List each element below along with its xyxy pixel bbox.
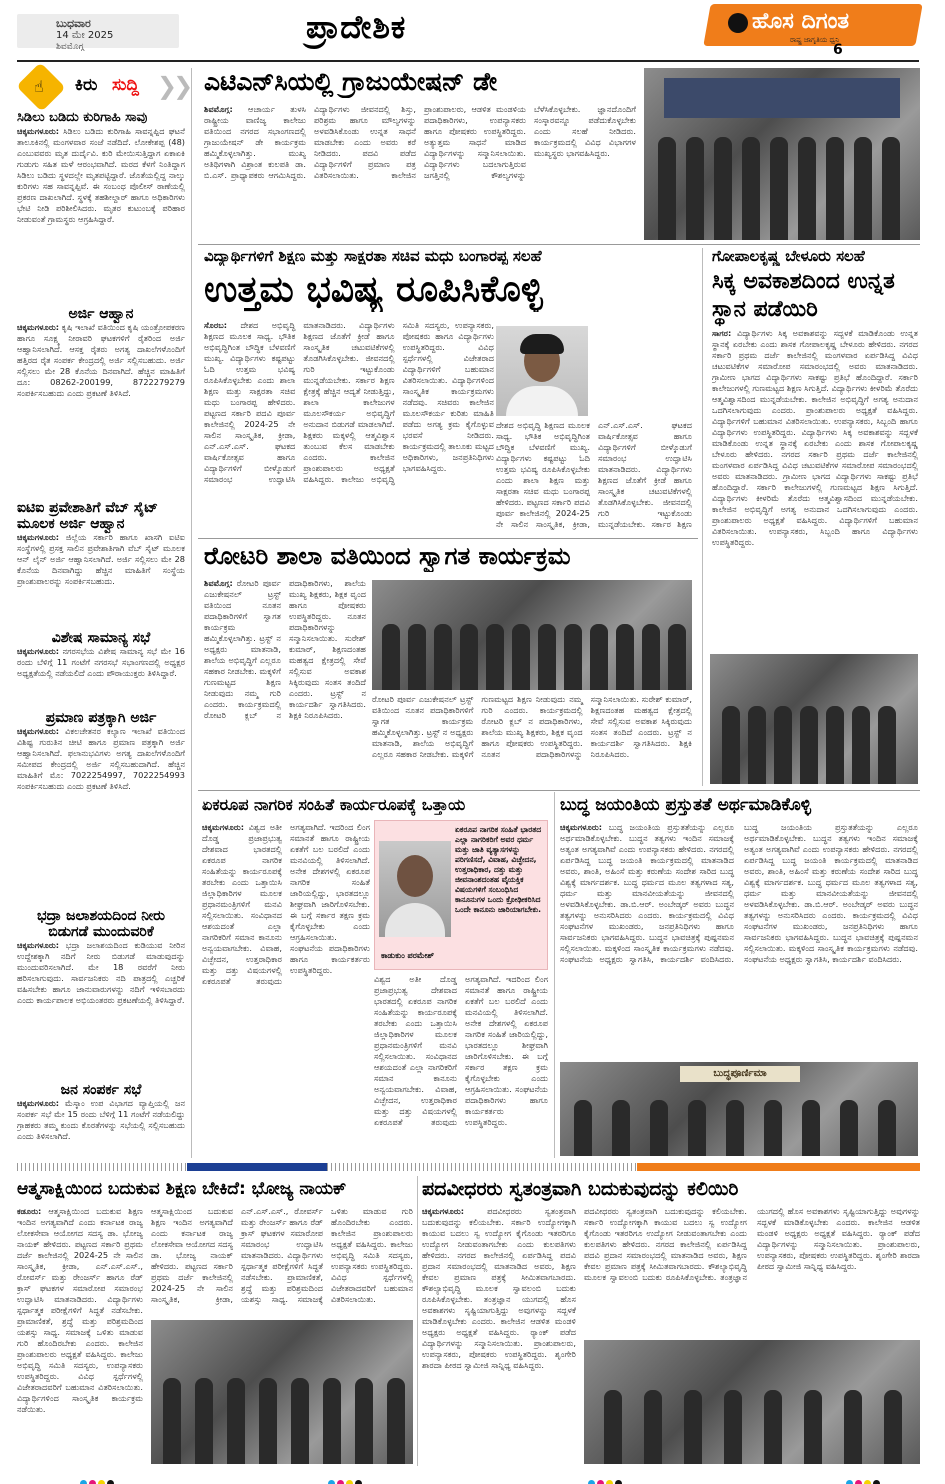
story-text: ಬುದ್ಧ ಜಯಂತಿಯ ಪ್ರಸ್ತುತತೆಯನ್ನು ಎಲ್ಲರೂ ಅರ್ಥಮಾಡಿಕೊಳ್ಳಬೇಕು. ಬುದ್ಧನ ತತ್ವಗಳು ಇಂದಿನ ಸಮಾಜಕ್ಕೆ ಅತ್ಯಂತ ಅಗತ್ಯವಾಗಿವೆ ಎಂದು ಉಪನ್ಯಾಸಕರು ಹೇಳಿದರು. ನಗರದಲ್ಲಿ ಏರ್ಪಡಿಸಿದ್ದ ಬುದ್ಧ ಜಯಂತಿ ಕಾರ್ಯಕ್ರಮದಲ್ಲಿ ಮಾತನಾಡಿದ ಅವರು, ಶಾಂತಿ, ಅಹಿಂಸೆ ಮತ್ತು ಕರುಣೆಯ ಸಂದೇಶ ಸಾರಿದ ಬುದ್ಧ ವಿಶ್ವಕ್ಕೆ ಮಾರ್ಗದರ್ಶಕ. ಬುದ್ಧ ಧರ್ಮದ ಮೂಲ ತತ್ವಗಳಾದ ಸತ್ಯ, ಧರ್ಮ ಮತ್ತು ಮಾನವೀಯತೆಯನ್ನು ಜೀವನದಲ್ಲಿ ಅಳವಡಿಸಿಕೊಳ್ಳಬೇಕು. ಡಾ.ಬಿ.ಆರ್. ಅಂಬೇಡ್ಕರ್ ಅವರು ಬುದ್ಧನ ತತ್ವಗಳನ್ನು ಅನುಸರಿಸಿದರು ಎಂದರು. ಕಾರ್ಯಕ್ರಮದಲ್ಲಿ ವಿವಿಧ ಸಂಘಟನೆಗಳ ಮುಖಂಡರು, ಜನಪ್ರತಿನಿಧಿಗಳು ಹಾಗೂ ಸಾರ್ವಜನಿಕರು ಭಾಗವಹಿಸಿದ್ದರು. ಬುದ್ಧನ ಭಾವಚಿತ್ರಕ್ಕೆ ಪುಷ್ಪನಮನ ಸಲ್ಲಿಸಲಾಯಿತು. ಮಕ್ಕಳಿಂದ ಸಾಂಸ್ಕೃತಿಕ ಕಾರ್ಯಕ್ರಮಗಳು ನಡೆದವು. ಸಂಘಟನೆಯ ಅಧ್ಯಕ್ಷರು ಸ್ವಾಗತಿಸಿ, ಕಾರ್ಯದರ್ಶಿ ವಂದಿಸಿದರು. xyxy=(560,822,734,964)
brief-place: ಚಿಕ್ಕಮಗಳೂರು: xyxy=(17,1098,60,1108)
sidebar xyxy=(17,68,190,1158)
reg-marks-1 xyxy=(80,1472,116,1484)
brand-name: ಹೊಸ ದಿಗಂತ xyxy=(752,9,850,34)
brief-text: ನಗರಸಭೆಯ ವಿಶೇಷ ಸಾಮಾನ್ಯ ಸಭೆ ಮೇ 16 ರಂದು ಬೆಳಿಗ್ಗೆ 11 ಗಂಟೆಗೆ ನಗರಸಭೆ ಸಭಾಂಗಣದಲ್ಲಿ ಅಧ್ಯಕ್ಷರ ಅಧ್ಯಕ್ಷತೆಯಲ್ಲಿ ನಡೆಯಲಿದೆ ಎಂದು ಪೌರಾಯುಕ್ತರು ತಿಳಿಸಿದ್ದಾರೆ. xyxy=(17,646,185,678)
story-text: ರೋಟರಿ ಪೂರ್ವ ಎಜುಕೇಷನಲ್ ಟ್ರಸ್ಟ್ ವತಿಯಿಂದ ನೂತನ ಪದಾಧಿಕಾರಿಗಳಿಗೆ ಸ್ವಾಗತ ಕಾರ್ಯಕ್ರಮ ಹಮ್ಮಿಕೊಳ್ಳಲಾಗಿತ್ತು. ಟ್ರಸ್ಟ್ ನ ಅಧ್ಯಕ್ಷರು ಮಾತನಾಡಿ, ಶಾಲೆಯ ಅಭಿವೃದ್ಧಿಗೆ ಎಲ್ಲರೂ ಸಹಕಾರ ನೀಡಬೇಕು. ಮಕ್ಕಳಿಗೆ ಗುಣಮಟ್ಟದ ಶಿಕ್ಷಣ ನೀಡುವುದು ನಮ್ಮ ಗುರಿ ಎಂದರು. ಕಾರ್ಯಕ್ರಮದಲ್ಲಿ ರೋಟರಿ ಕ್ಲಬ್ ನ ಪದಾಧಿಕಾರಿಗಳು, ಶಾಲೆಯ ಮುಖ್ಯ ಶಿಕ್ಷಕರು, ಶಿಕ್ಷಕ ವೃಂದ ಹಾಗೂ ಪೋಷಕರು ಉಪಸ್ಥಿತರಿದ್ದರು. ನೂತನ ಪದಾಧಿಕಾರಿಗಳನ್ನು ಸನ್ಮಾನಿಸಲಾಯಿತು. ಸುರೇಶ್ ಕುಮಾರ್, ಶಿಕ್ಷಣದಂತಹ ಮಹತ್ವದ ಕ್ಷೇತ್ರದಲ್ಲಿ ಸೇವೆ ಸಲ್ಲಿಸುವ ಅವಕಾಶ ಸಿಕ್ಕಿರುವುದು ಸಂತಸ ತಂದಿದೆ ಎಂದರು. ಟ್ರಸ್ಟ್ ನ ಕಾರ್ಯದರ್ಶಿ ಸ್ವಾಗತಿಸಿದರು. ಶಿಕ್ಷಕಿ ನಿರೂಪಿಸಿದರು. xyxy=(204,578,366,720)
story-minister xyxy=(198,246,698,536)
sidebar-logo xyxy=(17,68,190,106)
date-label: 14 ಮೇ 2025 xyxy=(56,30,114,41)
story-body xyxy=(712,328,918,646)
brief-place: ಚಿಕ್ಕಮಗಳೂರು: xyxy=(17,646,60,656)
headline: ಸಿಕ್ಕ ಅವಕಾಶದಿಂದ ಉನ್ನತ ಸ್ಥಾನ ಪಡೆಯಿರಿ xyxy=(712,269,895,322)
band-blue xyxy=(187,1163,327,1171)
brief-place: ಚಿಕ್ಕಮಗಳೂರು: xyxy=(17,532,60,542)
story-text-cont: ರೋಟರಿ ಪೂರ್ವ ಎಜುಕೇಷನಲ್ ಟ್ರಸ್ಟ್ ವತಿಯಿಂದ ನೂತನ ಪದಾಧಿಕಾರಿಗಳಿಗೆ ಸ್ವಾಗತ ಕಾರ್ಯಕ್ರಮ ಹಮ್ಮಿಕೊಳ್ಳಲಾಗಿತ್ತು. ಟ್ರಸ್ಟ್ ನ ಅಧ್ಯಕ್ಷರು ಮಾತನಾಡಿ, ಶಾಲೆಯ ಅಭಿವೃದ್ಧಿಗೆ ಎಲ್ಲರೂ ಸಹಕಾರ ನೀಡಬೇಕು. ಮಕ್ಕಳಿಗೆ ಗುಣಮಟ್ಟದ ಶಿಕ್ಷಣ ನೀಡುವುದು ನಮ್ಮ ಗುರಿ ಎಂದರು. ಕಾರ್ಯಕ್ರಮದಲ್ಲಿ ರೋಟರಿ ಕ್ಲಬ್ ನ ಪದಾಧಿಕಾರಿಗಳು, ಶಾಲೆಯ ಮುಖ್ಯ ಶಿಕ್ಷಕರು, ಶಿಕ್ಷಕ ವೃಂದ ಹಾಗೂ ಪೋಷಕರು ಉಪಸ್ಥಿತರಿದ್ದರು. ನೂತನ ಪದಾಧಿಕಾರಿಗಳನ್ನು ಸನ್ಮಾನಿಸಲಾಯಿತು. ಸುರೇಶ್ ಕುಮಾರ್, ಶಿಕ್ಷಣದಂತಹ ಮಹತ್ವದ ಕ್ಷೇತ್ರದಲ್ಲಿ ಸೇವೆ ಸಲ್ಲಿಸುವ ಅವಕಾಶ ಸಿಕ್ಕಿರುವುದು ಸಂತಸ ತಂದಿದೆ ಎಂದರು. ಟ್ರಸ್ಟ್ ನ ಕಾರ್ಯದರ್ಶಿ ಸ್ವಾಗತಿಸಿದರು. ಶಿಕ್ಷಕಿ ನಿರೂಪಿಸಿದರು. xyxy=(372,694,692,759)
headline: ಉತ್ತಮ ಭವಿಷ್ಯ ರೂಪಿಸಿಕೊಳ್ಳಿ xyxy=(204,269,543,310)
dateline: ಸಾಗರ: xyxy=(712,328,732,338)
rule-1 xyxy=(198,244,920,245)
story-graduation xyxy=(198,66,920,242)
story-bhojya xyxy=(17,1176,413,1466)
rule-3 xyxy=(198,790,920,791)
portrait-hair xyxy=(520,334,564,354)
quote-name: ಕಾಡುಕುಂ ಪರಮೇಶ್ xyxy=(381,951,435,960)
brief-text: ಮೆಸ್ಕಾಂ ಉಪ ವಿಭಾಗದ ವ್ಯಾಪ್ತಿಯಲ್ಲಿ ಜನ ಸಂಪರ್ಕ ಸಭೆ ಮೇ 15 ರಂದು ಬೆಳಿಗ್ಗೆ 11 ಗಂಟೆಗೆ ನಡೆಯಲಿದ್ದು ಗ್ರಾಹಕರು ತಮ್ಮ ಕುಂದು ಕೊರತೆಗಳನ್ನು ಸಭೆಯಲ್ಲಿ ಸಲ್ಲಿಸಬಹುದು ಎಂದು ತಿಳಿಸಲಾಗಿದೆ. xyxy=(17,1098,185,1141)
story-body-right xyxy=(372,694,692,786)
brief-title: ಸಿಡಿಲು ಬಡಿದು ಕುರಿಗಾಹಿ ಸಾವು xyxy=(17,110,148,125)
story-text: ಆತ್ಮಸಾಕ್ಷಿಯಿಂದ ಬದುಕುವ ಶಿಕ್ಷಣ ಇಂದಿನ ಅಗತ್ಯವಾಗಿದೆ ಎಂದು ಕರ್ನಾಟಕ ರಾಜ್ಯ ಲೋಕಸೇವಾ ಆಯೋಗದ ಸದಸ್ಯ ಡಾ. ಭೋಜ್ಯ ನಾಯಕ್ ಹೇಳಿದರು. ಪಟ್ಟಣದ ಸರ್ಕಾರಿ ಪ್ರಥಮ ದರ್ಜೆ ಕಾಲೇಜಿನಲ್ಲಿ 2024-25 ನೇ ಸಾಲಿನ ಸಾಂಸ್ಕೃತಿಕ, ಕ್ರೀಡಾ, ಎನ್.ಎಸ್.ಎಸ್., ರೋವರ್ಸ್ ಮತ್ತು ರೇಂಜರ್ಸ್ ಹಾಗೂ ರೆಡ್ ಕ್ರಾಸ್ ಘಟಕಗಳ ಸಮಾರೋಪ ಸಮಾರಂಭ ಉದ್ಘಾಟಿಸಿ ಮಾತನಾಡಿದರು. ವಿದ್ಯಾರ್ಥಿಗಳು ಸ್ಪರ್ಧಾತ್ಮಕ ಪರೀಕ್ಷೆಗಳಿಗೆ ಸಿದ್ಧತೆ ನಡೆಸಬೇಕು. ಪ್ರಾಮಾಣಿಕತೆ, ಶ್ರದ್ಧೆ ಮತ್ತು ಪರಿಶ್ರಮದಿಂದ ಯಶಸ್ಸು ಸಾಧ್ಯ. ಸಮಾಜಕ್ಕೆ ಒಳಿತು ಮಾಡುವ ಗುರಿ ಹೊಂದಿರಬೇಕು ಎಂದರು. ಕಾಲೇಜಿನ ಪ್ರಾಂಶುಪಾಲರು ಅಧ್ಯಕ್ಷತೆ ವಹಿಸಿದ್ದರು. ಕಾಲೇಜು ಅಭಿವೃದ್ಧಿ ಸಮಿತಿ ಸದಸ್ಯರು, ಉಪನ್ಯಾಸಕರು ಉಪಸ್ಥಿತರಿದ್ದರು. ವಿವಿಧ ಸ್ಪರ್ಧೆಗಳಲ್ಲಿ ವಿಜೇತರಾದವರಿಗೆ ಬಹುಮಾನ ವಿತರಿಸಲಾಯಿತು. ವಿದ್ಯಾರ್ಥಿಗಳಿಂದ ಸಾಂಸ್ಕೃತಿಕ ಕಾರ್ಯಕ್ರಮ ನಡೆಯಿತು. xyxy=(17,1206,143,1414)
buddha-photo xyxy=(560,1062,918,1156)
brief-title: ವಿಶೇಷ ಸಾಮಾನ್ಯ ಸಭೆ xyxy=(51,630,151,646)
brief-text: ಜಿಲ್ಲೆಯ ಸರ್ಕಾರಿ ಹಾಗೂ ಖಾಸಗಿ ಐಟಿಐ ಸಂಸ್ಥೆಗಳಲ್ಲಿ ಪ್ರಸಕ್ತ ಸಾಲಿನ ಪ್ರವೇಶಾತಿಗಾಗಿ ವೆಬ್ ಸೈಟ್ ಮೂಲಕ ಆನ್ ಲೈನ್ ಅರ್ಜಿ ಆಹ್ವಾನಿಸಲಾಗಿದೆ. ಅರ್ಜಿ ಸಲ್ಲಿಸಲು ಮೇ 28 ಕೊನೆಯ ದಿನವಾಗಿದ್ದು ಹೆಚ್ಚಿನ ಮಾಹಿತಿಗೆ ಸಂಸ್ಥೆಯ ಪ್ರಾಂಶುಪಾಲರನ್ನು ಸಂಪರ್ಕಿಸಬಹುದು. xyxy=(17,532,185,586)
story-text-more: ಬುದ್ಧ ಜಯಂತಿಯ ಪ್ರಸ್ತುತತೆಯನ್ನು ಎಲ್ಲರೂ ಅರ್ಥಮಾಡಿಕೊಳ್ಳಬೇಕು. ಬುದ್ಧನ ತತ್ವಗಳು ಇಂದಿನ ಸಮಾಜಕ್ಕೆ ಅತ್ಯಂತ ಅಗತ್ಯವಾಗಿವೆ ಎಂದು ಉಪನ್ಯಾಸಕರು ಹೇಳಿದರು. ನಗರದಲ್ಲಿ ಏರ್ಪಡಿಸಿದ್ದ ಬುದ್ಧ ಜಯಂತಿ ಕಾರ್ಯಕ್ರಮದಲ್ಲಿ ಮಾತನಾಡಿದ ಅವರು, ಶಾಂತಿ, ಅಹಿಂಸೆ ಮತ್ತು ಕರುಣೆಯ ಸಂದೇಶ ಸಾರಿದ ಬುದ್ಧ ವಿಶ್ವಕ್ಕೆ ಮಾರ್ಗದರ್ಶಕ. ಬುದ್ಧ ಧರ್ಮದ ಮೂಲ ತತ್ವಗಳಾದ ಸತ್ಯ, ಧರ್ಮ ಮತ್ತು ಮಾನವೀಯತೆಯನ್ನು ಜೀವನದಲ್ಲಿ ಅಳವಡಿಸಿಕೊಳ್ಳಬೇಕು. ಡಾ.ಬಿ.ಆರ್. ಅಂಬೇಡ್ಕರ್ ಅವರು ಬುದ್ಧನ ತತ್ವಗಳನ್ನು ಅನುಸರಿಸಿದರು ಎಂದರು. ಕಾರ್ಯಕ್ರಮದಲ್ಲಿ ವಿವಿಧ ಸಂಘಟನೆಗಳ ಮುಖಂಡರು, ಜನಪ್ರತಿನಿಧಿಗಳು ಹಾಗೂ ಸಾರ್ವಜನಿಕರು ಭಾಗವಹಿಸಿದ್ದರು. ಬುದ್ಧನ ಭಾವಚಿತ್ರಕ್ಕೆ ಪುಷ್ಪನಮನ ಸಲ್ಲಿಸಲಾಯಿತು. ಮಕ್ಕಳಿಂದ ಸಾಂಸ್ಕೃತಿಕ ಕಾರ್ಯಕ್ರಮಗಳು ನಡೆದವು. ಸಂಘಟನೆಯ ಅಧ್ಯಕ್ಷರು ಸ್ವಾಗತಿಸಿ, ಕಾರ್ಯದರ್ಶಿ ವಂದಿಸಿದರು. xyxy=(744,822,918,964)
buddha-banner: ಬುದ್ಧಪೂರ್ಣಿಮಾ xyxy=(680,1066,800,1082)
minister-portrait xyxy=(496,326,588,416)
section-band xyxy=(17,1163,920,1171)
bhojya-photo xyxy=(151,1320,413,1464)
brief-title: ಜನ ಸಂಪರ್ಕ ಸಭೆ xyxy=(60,1082,142,1098)
brief-1 xyxy=(17,110,185,320)
quote-box xyxy=(374,820,548,970)
kicker: ಗೋಪಾಲಕೃಷ್ಣ ಬೇಳೂರು ಸಲಹೆ xyxy=(712,247,865,265)
story-body-right xyxy=(584,1206,920,1334)
headline: ರೋಟರಿ ಶಾಲಾ ವತಿಯಿಂದ ಸ್ವಾಗತ ಕಾರ್ಯಕ್ರಮ xyxy=(204,542,571,570)
brand-logo-icon xyxy=(728,13,748,33)
dateline: ಸೊರಬ: xyxy=(204,320,228,330)
brief-text: ವಿಕಲಚೇತನರ ಕಲ್ಯಾಣ ಇಲಾಖೆ ವತಿಯಿಂದ ವಿಶಿಷ್ಟ ಗುರುತಿನ ಚೀಟಿ ಹಾಗೂ ಪ್ರಮಾಣ ಪತ್ರಕ್ಕಾಗಿ ಅರ್ಜಿ ಆಹ್ವಾನಿಸಲಾಗಿದೆ. ಫಲಾನುಭವಿಗಳು ಅಗತ್ಯ ದಾಖಲೆಗಳೊಂದಿಗೆ ಸಮೀಪದ ಕೇಂದ್ರದಲ್ಲಿ ಅರ್ಜಿ ಸಲ್ಲಿಸಬಹುದಾಗಿದೆ. ಹೆಚ್ಚಿನ ಮಾಹಿತಿಗೆ ಮೊ: 7022254997, 7022254993 ಸಂಪರ್ಕಿಸಬಹುದು ಎಂದು ಪ್ರಕಟಣೆ ತಿಳಿಸಿದೆ. xyxy=(17,726,185,791)
dateline: ಶಿವಮೊಗ್ಗ: xyxy=(204,104,233,114)
beluru-photo xyxy=(710,654,918,784)
brief-title: ಅರ್ಜಿ ಆಹ್ವಾನ xyxy=(68,306,134,322)
story-body-right xyxy=(496,420,692,534)
story-body-left xyxy=(204,578,366,786)
masthead-rule xyxy=(17,60,919,62)
hand-glyph: ☝ xyxy=(34,77,44,96)
quote-face xyxy=(397,855,433,897)
story-buddha xyxy=(558,792,920,1158)
dateline: ಚಿಕ್ಕಮಗಳೂರು: xyxy=(560,822,603,832)
brief-2 xyxy=(17,306,185,506)
story-text: ದೇಶದ ಅಭಿವೃದ್ಧಿ ಶಿಕ್ಷಣದ ಮೂಲಕ ಸಾಧ್ಯ. ಭೌತಿಕ ಅಭಿವೃದ್ಧಿಗಿಂತ ಬೌದ್ಧಿಕ ಬೆಳವಣಿಗೆ ಮುಖ್ಯ. ವಿದ್ಯಾರ್ಥಿಗಳು ಕಷ್ಟಪಟ್ಟು ಓದಿ ಉತ್ತಮ ಭವಿಷ್ಯ ರೂಪಿಸಿಕೊಳ್ಳಬೇಕು ಎಂದು ಶಾಲಾ ಶಿಕ್ಷಣ ಮತ್ತು ಸಾಕ್ಷರತಾ ಸಚಿವ ಮಧು ಬಂಗಾರಪ್ಪ ಹೇಳಿದರು. ಪಟ್ಟಣದ ಸರ್ಕಾರಿ ಪದವಿ ಪೂರ್ವ ಕಾಲೇಜಿನಲ್ಲಿ 2024-25 ನೇ ಸಾಲಿನ ಸಾಂಸ್ಕೃತಿಕ, ಕ್ರೀಡಾ, ಎನ್.ಎಸ್.ಎಸ್. ಘಟಕದ ವಾರ್ಷಿಕೋತ್ಸವ ಹಾಗೂ ವಿದ್ಯಾರ್ಥಿಗಳಿಗೆ ಬೀಳ್ಕೊಡುಗೆ ಸಮಾರಂಭ ಉದ್ಘಾಟಿಸಿ ಮಾತನಾಡಿದರು. ವಿದ್ಯಾರ್ಥಿಗಳು ಶಿಕ್ಷಣದ ಜೊತೆಗೆ ಕ್ರೀಡೆ ಹಾಗೂ ಸಾಂಸ್ಕೃತಿಕ ಚಟುವಟಿಕೆಗಳಲ್ಲಿ ತೊಡಗಿಸಿಕೊಳ್ಳಬೇಕು. ಜೀವನದಲ್ಲಿ ಗುರಿ ಇಟ್ಟುಕೊಂಡು ಮುನ್ನಡೆಯಬೇಕು. ಸರ್ಕಾರ ಶಿಕ್ಷಣ ಕ್ಷೇತ್ರಕ್ಕೆ ಹೆಚ್ಚಿನ ಆದ್ಯತೆ ನೀಡುತ್ತಿದ್ದು, ಶಾಲಾ ಕಾಲೇಜುಗಳ ಮೂಲಸೌಕರ್ಯ ಅಭಿವೃದ್ಧಿಗೆ ಅನುದಾನ ಬಿಡುಗಡೆ ಮಾಡಲಾಗಿದೆ. ಶಿಕ್ಷಕರು ಮಕ್ಕಳಲ್ಲಿ ಆತ್ಮವಿಶ್ವಾಸ ತುಂಬುವ ಕೆಲಸ ಮಾಡಬೇಕು ಎಂದರು. ಕಾಲೇಜಿನ ಪ್ರಾಂಶುಪಾಲರು ಅಧ್ಯಕ್ಷತೆ ವಹಿಸಿದ್ದರು. ಕಾಲೇಜು ಅಭಿವೃದ್ಧಿ ಸಮಿತಿ ಸದಸ್ಯರು, ಉಪನ್ಯಾಸಕರು, ಪೋಷಕರು ಹಾಗೂ ವಿದ್ಯಾರ್ಥಿಗಳು ಉಪಸ್ಥಿತರಿದ್ದರು. ವಿವಿಧ ಸ್ಪರ್ಧೆಗಳಲ್ಲಿ ವಿಜೇತರಾದ ವಿದ್ಯಾರ್ಥಿಗಳಿಗೆ ಬಹುಮಾನ ವಿತರಿಸಲಾಯಿತು. ವಿದ್ಯಾರ್ಥಿಗಳಿಂದ ಸಾಂಸ್ಕೃತಿಕ ಕಾರ್ಯಕ್ರಮಗಳು ನಡೆದವು. ಸಚಿವರು ಕಾಲೇಜಿನ ಮೂಲಸೌಕರ್ಯ ಕುರಿತು ಮಾಹಿತಿ ಪಡೆದು ಅಗತ್ಯ ಕ್ರಮ ಕೈಗೊಳ್ಳುವ ಭರವಸೆ ನೀಡಿದರು. ಕಾರ್ಯಕ್ರಮದಲ್ಲಿ ತಾಲೂಕು ಮಟ್ಟದ ಅಧಿಕಾರಿಗಳು, ಜನಪ್ರತಿನಿಧಿಗಳು ಭಾಗವಹಿಸಿದ್ದರು. xyxy=(204,320,494,484)
headline: ಎಟಿಎನ್‌ಸಿಯಲ್ಲಿ ಗ್ರಾಜುಯೇಷನ್ ಡೇ xyxy=(204,67,498,96)
quote-shoulders xyxy=(385,903,445,937)
day-label: ಬುಧವಾರ xyxy=(56,17,91,30)
kicker: ವಿದ್ಯಾರ್ಥಿಗಳಿಗೆ ಶಿಕ್ಷಣ ಮತ್ತು ಸಾಕ್ಷರತಾ ಸಚಿವ ಮಧು ಬಂಗಾರಪ್ಪ ಸಲಹೆ xyxy=(204,247,542,265)
photo-banner xyxy=(664,78,900,118)
city-label: ಶಿವಮೊಗ್ಗ xyxy=(56,42,84,52)
brief-place: ಚಿಕ್ಕಮಗಳೂರು: xyxy=(17,726,60,736)
graduation-photo xyxy=(644,68,920,240)
brief-6 xyxy=(17,908,185,1078)
story-body-right xyxy=(374,974,548,1156)
band-hatch-2 xyxy=(327,1163,637,1171)
masthead xyxy=(0,0,945,62)
rule-v-story6 xyxy=(554,792,555,1158)
dateline: ಕಡೂರು: xyxy=(17,1206,42,1216)
headline: ಪದವೀಧರರು ಸ್ವತಂತ್ರವಾಗಿ ಬದುಕುವುದನ್ನು ಕಲಿಯಿರಿ xyxy=(422,1178,739,1200)
brief-title: ಪ್ರಮಾಣ ಪತ್ರಕ್ಕಾಗಿ ಅರ್ಜಿ xyxy=(45,710,157,726)
brief-7 xyxy=(17,1082,185,1158)
logo-kiru: ಕಿರು xyxy=(75,75,98,95)
brief-text: ಭದ್ರಾ ಜಲಾಶಯದಿಂದ ಕುಡಿಯುವ ನೀರಿನ ಉದ್ದೇಶಕ್ಕಾಗಿ ನದಿಗೆ ನೀರು ಬಿಡುಗಡೆ ಮಾಡುವುದನ್ನು ಮುಂದುವರಿಸಲಾಗಿದೆ. ಮೇ 18 ರವರೆಗೆ ನೀರು ಹರಿಸಲಾಗುವುದು. ಸಾರ್ವಜನಿಕರು ನದಿ ಪಾತ್ರದಲ್ಲಿ ಎಚ್ಚರಿಕೆ ವಹಿಸಬೇಕು ಹಾಗೂ ಜಾನುವಾರುಗಳನ್ನು ನದಿಗೆ ಇಳಿಸಬಾರದು ಎಂದು ಕಾರ್ಯಪಾಲಕ ಅಭಿಯಂತರರು ಪ್ರಕಟಣೆಯಲ್ಲಿ ತಿಳಿಸಿದ್ದಾರೆ. xyxy=(17,940,185,1005)
logo-suddi: ಸುದ್ದಿ xyxy=(112,75,139,95)
band-hatch xyxy=(17,1163,187,1171)
rule-2 xyxy=(198,538,698,539)
story-text-cont: ಪದವೀಧರರು ಸ್ವತಂತ್ರವಾಗಿ ಬದುಕುವುದನ್ನು ಕಲಿಯಬೇಕು. ಸರ್ಕಾರಿ ಉದ್ಯೋಗಕ್ಕಾಗಿ ಕಾಯುವ ಬದಲು ಸ್ವ ಉದ್ಯೋಗ ಕೈಗೊಂಡು ಇತರರಿಗೂ ಉದ್ಯೋಗ ನೀಡುವಂತಾಗಬೇಕು ಎಂದು ಕುಲಪತಿಗಳು ಹೇಳಿದರು. ನಗರದ ಕಾಲೇಜಿನಲ್ಲಿ ಏರ್ಪಡಿಸಿದ್ದ ಪದವಿ ಪ್ರದಾನ ಸಮಾರಂಭದಲ್ಲಿ ಮಾತನಾಡಿದ ಅವರು, ಶಿಕ್ಷಣ ಕೇವಲ ಪ್ರಮಾಣ ಪತ್ರಕ್ಕೆ ಸೀಮಿತವಾಗಬಾರದು. ಕೌಶಲ್ಯಾಭಿವೃದ್ಧಿ ಮೂಲಕ ಸ್ವಾವಲಂಬಿ ಬದುಕು ರೂಪಿಸಿಕೊಳ್ಳಬೇಕು. ತಂತ್ರಜ್ಞಾನ ಯುಗದಲ್ಲಿ ಹೊಸ ಅವಕಾಶಗಳು ಸೃಷ್ಟಿಯಾಗುತ್ತಿದ್ದು ಅವುಗಳನ್ನು ಸದ್ಬಳಕೆ ಮಾಡಿಕೊಳ್ಳಬೇಕು ಎಂದರು. ಕಾಲೇಜಿನ ಆಡಳಿತ ಮಂಡಳಿ ಅಧ್ಯಕ್ಷರು ಅಧ್ಯಕ್ಷತೆ ವಹಿಸಿದ್ದರು. ರ‍್ಯಾಂಕ್ ಪಡೆದ ವಿದ್ಯಾರ್ಥಿಗಳನ್ನು ಸನ್ಮಾನಿಸಲಾಯಿತು. ಪ್ರಾಂಶುಪಾಲರು, ಉಪನ್ಯಾಸಕರು, ಪೋಷಕರು ಉಪಸ್ಥಿತರಿದ್ದರು. ಶೃಂಗೇರಿ ಶಾರದಾ ಪೀಠದ ಸ್ವಾಮೀಜಿ ಸಾನ್ನಿಧ್ಯ ವಹಿಸಿದ್ದರು. xyxy=(584,1206,920,1282)
logo-chevrons: ❯❯ xyxy=(157,72,190,100)
headline: ಏಕರೂಪ ನಾಗರಿಕ ಸಂಹಿತೆ ಕಾರ್ಯರೂಪಕ್ಕೆ ಒತ್ತಾಯ xyxy=(202,795,466,814)
brief-text: ಸಿಡಿಲು ಬಡಿದು ಕುರಿಗಾಹಿ ಸಾವನ್ನಪ್ಪಿದ ಘಟನೆ ತಾಲೂಕಿನಲ್ಲಿ ಮಂಗಳವಾರ ಸಂಜೆ ನಡೆದಿದೆ. ಲೋಕೇಶಪ್ಪ (48) ಎಂಬುವವರು ಮೃತ ದುರ್ದೈವಿ. ಕುರಿ ಮೇಯಿಸುತ್ತಿದ್ದಾಗ ಏಕಾಏಕಿ ಗುಡುಗು ಸಹಿತ ಮಳೆ ಆರಂಭವಾಗಿದೆ. ಮರದ ಕೆಳಗೆ ನಿಂತಿದ್ದಾಗ ಸಿಡಿಲು ಬಡಿದು ಸ್ಥಳದಲ್ಲೇ ಮೃತಪಟ್ಟಿದ್ದಾರೆ. ಜೊತೆಯಲ್ಲಿದ್ದ ನಾಲ್ಕು ಕುರಿಗಳು ಸಹ ಸಾವನ್ನಪ್ಪಿವೆ. ಈ ಸಂಬಂಧ ಪೊಲೀಸ್ ಠಾಣೆಯಲ್ಲಿ ಪ್ರಕರಣ ದಾಖಲಾಗಿದೆ. ಸ್ಥಳಕ್ಕೆ ತಹಶೀಲ್ದಾರ್ ಹಾಗೂ ಅಧಿಕಾರಿಗಳು ಭೇಟಿ ನೀಡಿ ಪರಿಶೀಲಿಸಿದರು. ಮೃತರ ಕುಟುಂಬಕ್ಕೆ ಪರಿಹಾರ ನೀಡುವಂತೆ ಗ್ರಾಮಸ್ಥರು ಆಗ್ರಹಿಸಿದ್ದಾರೆ. xyxy=(17,126,185,224)
story-body-left xyxy=(422,1206,576,1464)
story-rotary xyxy=(198,540,698,788)
story-text-cont: ಆತ್ಮಸಾಕ್ಷಿಯಿಂದ ಬದುಕುವ ಶಿಕ್ಷಣ ಇಂದಿನ ಅಗತ್ಯವಾಗಿದೆ ಎಂದು ಕರ್ನಾಟಕ ರಾಜ್ಯ ಲೋಕಸೇವಾ ಆಯೋಗದ ಸದಸ್ಯ ಡಾ. ಭೋಜ್ಯ ನಾಯಕ್ ಹೇಳಿದರು. ಪಟ್ಟಣದ ಸರ್ಕಾರಿ ಪ್ರಥಮ ದರ್ಜೆ ಕಾಲೇಜಿನಲ್ಲಿ 2024-25 ನೇ ಸಾಲಿನ ಸಾಂಸ್ಕೃತಿಕ, ಕ್ರೀಡಾ, ಎನ್.ಎಸ್.ಎಸ್., ರೋವರ್ಸ್ ಮತ್ತು ರೇಂಜರ್ಸ್ ಹಾಗೂ ರೆಡ್ ಕ್ರಾಸ್ ಘಟಕಗಳ ಸಮಾರೋಪ ಸಮಾರಂಭ ಉದ್ಘಾಟಿಸಿ ಮಾತನಾಡಿದರು. ವಿದ್ಯಾರ್ಥಿಗಳು ಸ್ಪರ್ಧಾತ್ಮಕ ಪರೀಕ್ಷೆಗಳಿಗೆ ಸಿದ್ಧತೆ ನಡೆಸಬೇಕು. ಪ್ರಾಮಾಣಿಕತೆ, ಶ್ರದ್ಧೆ ಮತ್ತು ಪರಿಶ್ರಮದಿಂದ ಯಶಸ್ಸು ಸಾಧ್ಯ. ಸಮಾಜಕ್ಕೆ ಒಳಿತು ಮಾಡುವ ಗುರಿ ಹೊಂದಿರಬೇಕು ಎಂದರು. ಕಾಲೇಜಿನ ಪ್ರಾಂಶುಪಾಲರು ಅಧ್ಯಕ್ಷತೆ ವಹಿಸಿದ್ದರು. ಕಾಲೇಜು ಅಭಿವೃದ್ಧಿ ಸಮಿತಿ ಸದಸ್ಯರು, ಉಪನ್ಯಾಸಕರು ಉಪಸ್ಥಿತರಿದ್ದರು. ವಿವಿಧ ಸ್ಪರ್ಧೆಗಳಲ್ಲಿ ವಿಜೇತರಾದವರಿಗೆ ಬಹುಮಾನ ವಿತರಿಸಲಾಯಿತು. xyxy=(151,1206,413,1304)
story-body xyxy=(204,104,636,240)
story-text: ಪದವೀಧರರು ಸ್ವತಂತ್ರವಾಗಿ ಬದುಕುವುದನ್ನು ಕಲಿಯಬೇಕು. ಸರ್ಕಾರಿ ಉದ್ಯೋಗಕ್ಕಾಗಿ ಕಾಯುವ ಬದಲು ಸ್ವ ಉದ್ಯೋಗ ಕೈಗೊಂಡು ಇತರರಿಗೂ ಉದ್ಯೋಗ ನೀಡುವಂತಾಗಬೇಕು ಎಂದು ಕುಲಪತಿಗಳು ಹೇಳಿದರು. ನಗರದ ಕಾಲೇಜಿನಲ್ಲಿ ಏರ್ಪಡಿಸಿದ್ದ ಪದವಿ ಪ್ರದಾನ ಸಮಾರಂಭದಲ್ಲಿ ಮಾತನಾಡಿದ ಅವರು, ಶಿಕ್ಷಣ ಕೇವಲ ಪ್ರಮಾಣ ಪತ್ರಕ್ಕೆ ಸೀಮಿತವಾಗಬಾರದು. ಕೌಶಲ್ಯಾಭಿವೃದ್ಧಿ ಮೂಲಕ ಸ್ವಾವಲಂಬಿ ಬದುಕು ರೂಪಿಸಿಕೊಳ್ಳಬೇಕು. ತಂತ್ರಜ್ಞಾನ ಯುಗದಲ್ಲಿ ಹೊಸ ಅವಕಾಶಗಳು ಸೃಷ್ಟಿಯಾಗುತ್ತಿದ್ದು ಅವುಗಳನ್ನು ಸದ್ಬಳಕೆ ಮಾಡಿಕೊಳ್ಳಬೇಕು ಎಂದರು. ಕಾಲೇಜಿನ ಆಡಳಿತ ಮಂಡಳಿ ಅಧ್ಯಕ್ಷರು ಅಧ್ಯಕ್ಷತೆ ವಹಿಸಿದ್ದರು. ರ‍್ಯಾಂಕ್ ಪಡೆದ ವಿದ್ಯಾರ್ಥಿಗಳನ್ನು ಸನ್ಮಾನಿಸಲಾಯಿತು. ಪ್ರಾಂಶುಪಾಲರು, ಉಪನ್ಯಾಸಕರು, ಪೋಷಕರು ಉಪಸ್ಥಿತರಿದ್ದರು. ಶೃಂಗೇರಿ ಶಾರದಾ ಪೀಠದ ಸ್ವಾಮೀಜಿ ಸಾನ್ನಿಧ್ಯ ವಹಿಸಿದ್ದರು. xyxy=(422,1206,576,1370)
brief-4 xyxy=(17,630,185,710)
story-beluru xyxy=(708,246,920,786)
story-text-cont: ದೇಶದ ಅಭಿವೃದ್ಧಿ ಶಿಕ್ಷಣದ ಮೂಲಕ ಸಾಧ್ಯ. ಭೌತಿಕ ಅಭಿವೃದ್ಧಿಗಿಂತ ಬೌದ್ಧಿಕ ಬೆಳವಣಿಗೆ ಮುಖ್ಯ. ವಿದ್ಯಾರ್ಥಿಗಳು ಕಷ್ಟಪಟ್ಟು ಓದಿ ಉತ್ತಮ ಭವಿಷ್ಯ ರೂಪಿಸಿಕೊಳ್ಳಬೇಕು ಎಂದು ಶಾಲಾ ಶಿಕ್ಷಣ ಮತ್ತು ಸಾಕ್ಷರತಾ ಸಚಿವ ಮಧು ಬಂಗಾರಪ್ಪ ಹೇಳಿದರು. ಪಟ್ಟಣದ ಸರ್ಕಾರಿ ಪದವಿ ಪೂರ್ವ ಕಾಲೇಜಿನಲ್ಲಿ 2024-25 ನೇ ಸಾಲಿನ ಸಾಂಸ್ಕೃತಿಕ, ಕ್ರೀಡಾ, ಎನ್.ಎಸ್.ಎಸ್. ಘಟಕದ ವಾರ್ಷಿಕೋತ್ಸವ ಹಾಗೂ ವಿದ್ಯಾರ್ಥಿಗಳಿಗೆ ಬೀಳ್ಕೊಡುಗೆ ಸಮಾರಂಭ ಉದ್ಘಾಟಿಸಿ ಮಾತನಾಡಿದರು. ವಿದ್ಯಾರ್ಥಿಗಳು ಶಿಕ್ಷಣದ ಜೊತೆಗೆ ಕ್ರೀಡೆ ಹಾಗೂ ಸಾಂಸ್ಕೃತಿಕ ಚಟುವಟಿಕೆಗಳಲ್ಲಿ ತೊಡಗಿಸಿಕೊಳ್ಳಬೇಕು. ಜೀವನದಲ್ಲಿ ಗುರಿ ಇಟ್ಟುಕೊಂಡು ಮುನ್ನಡೆಯಬೇಕು. ಸರ್ಕಾರ ಶಿಕ್ಷಣ xyxy=(496,420,692,529)
brief-3 xyxy=(17,500,185,630)
quote-text: ಏಕರೂಪ ನಾಗರಿಕ ಸಂಹಿತೆ ಭಾರತದ ಎಲ್ಲಾ ನಾಗರಿಕರಿಗೆ ಅವರ ಧರ್ಮ ಮತ್ತು ಜಾತಿ ವ್ಯತ್ಯಾಸಗಳನ್ನು ಪರಿಗಣಿಸದೆ, ವಿವಾಹ, ವಿಚ್ಛೇದನ, ಉತ್ತರಾಧಿಕಾರ, ದತ್ತು ಮತ್ತು ಜೀವನಾಂಶದಂತಹ ವೈಯಕ್ತಿಕ ವಿಷಯಗಳಿಗೆ ಸಂಬಂಧಿಸಿದ ಕಾನೂನುಗಳ ಒಂದು ಕ್ರೋಢೀಕರಿಸಿದ ಒಂದೇ ಕಾನೂನು ಜಾರಿಯಾಗಬೇಕು. xyxy=(455,825,542,914)
story-body-left xyxy=(202,822,370,1156)
graduates-photo xyxy=(584,1340,920,1464)
quote-photo xyxy=(379,841,451,937)
headline: ಬುದ್ಧ ಜಯಂತಿಯ ಪ್ರಸ್ತುತತೆ ಅರ್ಥಮಾಡಿಕೊಳ್ಳಿ xyxy=(560,795,812,815)
brand-tagline: ರಾಷ್ಟ್ರ ಜಾಗೃತಿಯ ಧ್ವನಿ xyxy=(790,36,840,44)
brief-place: ಚಿಕ್ಕಮಗಳೂರು: xyxy=(17,940,60,950)
reg-marks-4 xyxy=(846,1472,882,1484)
rule-v-story3 xyxy=(702,248,703,786)
brief-place: ಚಿಕ್ಕಮಗಳೂರು: xyxy=(17,126,60,136)
dateline: ಶಿವಮೊಗ್ಗ: xyxy=(204,578,233,588)
brief-5 xyxy=(17,710,185,910)
story-text: ವಿಶ್ವದ ಅತೀ ದೊಡ್ಡ ಪ್ರಜಾಪ್ರಭುತ್ವ ದೇಶವಾದ ಭಾರತದಲ್ಲಿ ಏಕರೂಪ ನಾಗರಿಕ ಸಂಹಿತೆಯನ್ನು ಕಾರ್ಯರೂಪಕ್ಕೆ ತರಬೇಕು ಎಂದು ಒತ್ತಾಯಿಸಿ ಜಿಲ್ಲಾಧಿಕಾರಿಗಳ ಮೂಲಕ ಪ್ರಧಾನಮಂತ್ರಿಗಳಿಗೆ ಮನವಿ ಸಲ್ಲಿಸಲಾಯಿತು. ಸಂವಿಧಾನದ ಆಶಯದಂತೆ ಎಲ್ಲಾ ನಾಗರಿಕರಿಗೆ ಸಮಾನ ಕಾನೂನು ಅನ್ವಯವಾಗಬೇಕು. ವಿವಾಹ, ವಿಚ್ಛೇದನ, ಉತ್ತರಾಧಿಕಾರ ಮತ್ತು ದತ್ತು ವಿಷಯಗಳಲ್ಲಿ ಏಕರೂಪತೆ ತರುವುದು ಅಗತ್ಯವಾಗಿದೆ. ಇದರಿಂದ ಲಿಂಗ ಸಮಾನತೆ ಹಾಗೂ ರಾಷ್ಟ್ರೀಯ ಏಕತೆಗೆ ಬಲ ಬರಲಿದೆ ಎಂದು ಮನವಿಯಲ್ಲಿ ತಿಳಿಸಲಾಗಿದೆ. ಅನೇಕ ದೇಶಗಳಲ್ಲಿ ಏಕರೂಪ ನಾಗರಿಕ ಸಂಹಿತೆ ಜಾರಿಯಲ್ಲಿದ್ದು, ಭಾರತದಲ್ಲೂ ಶೀಘ್ರವಾಗಿ ಜಾರಿಗೊಳಿಸಬೇಕು. ಈ ಬಗ್ಗೆ ಸರ್ಕಾರ ತಕ್ಷಣ ಕ್ರಮ ಕೈಗೊಳ್ಳಬೇಕು ಎಂದು ಆಗ್ರಹಿಸಲಾಯಿತು. ಸಂಘಟನೆಯ ಪದಾಧಿಕಾರಿಗಳು ಹಾಗೂ ಕಾರ್ಯಕರ್ತರು ಉಪಸ್ಥಿತರಿದ್ದರು. xyxy=(202,822,370,986)
story-body xyxy=(560,822,918,1058)
rule-v-bottom xyxy=(417,1176,418,1466)
dateline: ಚಿಕ್ಕಮಗಳೂರು: xyxy=(422,1206,465,1216)
story-text-cont: ವಿಶ್ವದ ಅತೀ ದೊಡ್ಡ ಪ್ರಜಾಪ್ರಭುತ್ವ ದೇಶವಾದ ಭಾರತದಲ್ಲಿ ಏಕರೂಪ ನಾಗರಿಕ ಸಂಹಿತೆಯನ್ನು ಕಾರ್ಯರೂಪಕ್ಕೆ ತರಬೇಕು ಎಂದು ಒತ್ತಾಯಿಸಿ ಜಿಲ್ಲಾಧಿಕಾರಿಗಳ ಮೂಲಕ ಪ್ರಧಾನಮಂತ್ರಿಗಳಿಗೆ ಮನವಿ ಸಲ್ಲಿಸಲಾಯಿತು. ಸಂವಿಧಾನದ ಆಶಯದಂತೆ ಎಲ್ಲಾ ನಾಗರಿಕರಿಗೆ ಸಮಾನ ಕಾನೂನು ಅನ್ವಯವಾಗಬೇಕು. ವಿವಾಹ, ವಿಚ್ಛೇದನ, ಉತ್ತರಾಧಿಕಾರ ಮತ್ತು ದತ್ತು ವಿಷಯಗಳಲ್ಲಿ ಏಕರೂಪತೆ ತರುವುದು ಅಗತ್ಯವಾಗಿದೆ. ಇದರಿಂದ ಲಿಂಗ ಸಮಾನತೆ ಹಾಗೂ ರಾಷ್ಟ್ರೀಯ ಏಕತೆಗೆ ಬಲ ಬರಲಿದೆ ಎಂದು ಮನವಿಯಲ್ಲಿ ತಿಳಿಸಲಾಗಿದೆ. ಅನೇಕ ದೇಶಗಳಲ್ಲಿ ಏಕರೂಪ ನಾಗರಿಕ ಸಂಹಿತೆ ಜಾರಿಯಲ್ಲಿದ್ದು, ಭಾರತದಲ್ಲೂ ಶೀಘ್ರವಾಗಿ ಜಾರಿಗೊಳಿಸಬೇಕು. ಈ ಬಗ್ಗೆ ಸರ್ಕಾರ ತಕ್ಷಣ ಕ್ರಮ ಕೈಗೊಳ್ಳಬೇಕು ಎಂದು ಆಗ್ರಹಿಸಲಾಯಿತು. ಸಂಘಟನೆಯ ಪದಾಧಿಕಾರಿಗಳು ಹಾಗೂ ಕಾರ್ಯಕರ್ತರು ಉಪಸ್ಥಿತರಿದ್ದರು. xyxy=(374,974,548,1127)
brief-title: ಐಟಿಐ ಪ್ರವೇಶಾತಿಗೆ ವೆಬ್ ಸೈಟ್ ಮೂಲಕ ಅರ್ಜಿ ಆಹ್ವಾನ xyxy=(17,500,158,532)
band-orange xyxy=(637,1163,920,1171)
rotary-photo xyxy=(372,580,692,690)
story-body-left xyxy=(204,320,494,534)
reg-marks-2 xyxy=(328,1472,364,1484)
story-body-left xyxy=(17,1206,143,1464)
dateline: ಚಿಕ್ಕಮಗಳೂರು: xyxy=(202,822,245,832)
story-graduates xyxy=(422,1176,920,1466)
page-number: 6 xyxy=(833,42,843,58)
brief-text: ಕೃಷಿ ಇಲಾಖೆ ವತಿಯಿಂದ ಕೃಷಿ ಯಂತ್ರೋಪಕರಣ ಹಾಗೂ ಸೂಕ್ಷ್ಮ ನೀರಾವರಿ ಘಟಕಗಳಿಗೆ ರೈತರಿಂದ ಅರ್ಜಿ ಆಹ್ವಾನಿಸಲಾಗಿದೆ. ಆಸಕ್ತ ರೈತರು ಅಗತ್ಯ ದಾಖಲೆಗಳೊಂದಿಗೆ ಹತ್ತಿರದ ರೈತ ಸಂಪರ್ಕ ಕೇಂದ್ರದಲ್ಲಿ ಅರ್ಜಿ ಸಲ್ಲಿಸಬಹುದು. ಅರ್ಜಿ ಸಲ್ಲಿಸಲು ಮೇ 28 ಕೊನೆಯ ದಿನವಾಗಿದೆ. ಹೆಚ್ಚಿನ ಮಾಹಿತಿಗೆ ದೂ: 08262-200199, 8722279279 ಸಂಪರ್ಕಿಸಬಹುದು ಎಂದು ಪ್ರಕಟಣೆ ತಿಳಿಸಿದೆ. xyxy=(17,322,185,398)
story-text-more: ವಿದ್ಯಾರ್ಥಿಗಳು ಸಿಕ್ಕ ಅವಕಾಶವನ್ನು ಸದ್ಬಳಕೆ ಮಾಡಿಕೊಂಡು ಉನ್ನತ ಸ್ಥಾನಕ್ಕೆ ಏರಬೇಕು ಎಂದು ಶಾಸಕ ಗೋಪಾಲಕೃಷ್ಣ ಬೇಳೂರು ಹೇಳಿದರು. ನಗರದ ಸರ್ಕಾರಿ ಪ್ರಥಮ ದರ್ಜೆ ಕಾಲೇಜಿನಲ್ಲಿ ಮಂಗಳವಾರ ಏರ್ಪಡಿಸಿದ್ದ ವಿವಿಧ ಚಟುವಟಿಕೆಗಳ ಸಮಾರೋಪ ಸಮಾರಂಭದಲ್ಲಿ ಅವರು ಮಾತನಾಡಿದರು. ಗ್ರಾಮೀಣ ಭಾಗದ ವಿದ್ಯಾರ್ಥಿಗಳು ಸಾಕಷ್ಟು ಪ್ರತಿಭೆ ಹೊಂದಿದ್ದಾರೆ. ಸರ್ಕಾರಿ ಕಾಲೇಜುಗಳಲ್ಲಿ ಗುಣಮಟ್ಟದ ಶಿಕ್ಷಣ ಸಿಗುತ್ತಿದೆ. ವಿದ್ಯಾರ್ಥಿಗಳು ಕೀಳರಿಮೆ ತೊರೆದು ಆತ್ಮವಿಶ್ವಾಸದಿಂದ ಮುನ್ನಡೆಯಬೇಕು. ಕಾಲೇಜಿನ ಅಭಿವೃದ್ಧಿಗೆ ಅಗತ್ಯ ಅನುದಾನ ಒದಗಿಸಲಾಗುವುದು ಎಂದರು. ಪ್ರಾಂಶುಪಾಲರು ಅಧ್ಯಕ್ಷತೆ ವಹಿಸಿದ್ದರು. ವಿದ್ಯಾರ್ಥಿಗಳಿಗೆ ಬಹುಮಾನ ವಿತರಿಸಲಾಯಿತು. ಉಪನ್ಯಾಸಕರು, ಸಿಬ್ಬಂದಿ ಹಾಗೂ ವಿದ್ಯಾರ್ಥಿಗಳು ಉಪಸ್ಥಿತರಿದ್ದರು. xyxy=(712,427,918,547)
story-ucc xyxy=(198,792,550,1158)
story-text: ವಿದ್ಯಾರ್ಥಿಗಳು ಸಿಕ್ಕ ಅವಕಾಶವನ್ನು ಸದ್ಬಳಕೆ ಮಾಡಿಕೊಂಡು ಉನ್ನತ ಸ್ಥಾನಕ್ಕೆ ಏರಬೇಕು ಎಂದು ಶಾಸಕ ಗೋಪಾಲಕೃಷ್ಣ ಬೇಳೂರು ಹೇಳಿದರು. ನಗರದ ಸರ್ಕಾರಿ ಪ್ರಥಮ ದರ್ಜೆ ಕಾಲೇಜಿನಲ್ಲಿ ಮಂಗಳವಾರ ಏರ್ಪಡಿಸಿದ್ದ ವಿವಿಧ ಚಟುವಟಿಕೆಗಳ ಸಮಾರೋಪ ಸಮಾರಂಭದಲ್ಲಿ ಅವರು ಮಾತನಾಡಿದರು. ಗ್ರಾಮೀಣ ಭಾಗದ ವಿದ್ಯಾರ್ಥಿಗಳು ಸಾಕಷ್ಟು ಪ್ರತಿಭೆ ಹೊಂದಿದ್ದಾರೆ. ಸರ್ಕಾರಿ ಕಾಲೇಜುಗಳಲ್ಲಿ ಗುಣಮಟ್ಟದ ಶಿಕ್ಷಣ ಸಿಗುತ್ತಿದೆ. ವಿದ್ಯಾರ್ಥಿಗಳು ಕೀಳರಿಮೆ ತೊರೆದು ಆತ್ಮವಿಶ್ವಾಸದಿಂದ ಮುನ್ನಡೆಯಬೇಕು. ಕಾಲೇಜಿನ ಅಭಿವೃದ್ಧಿಗೆ ಅಗತ್ಯ ಅನುದಾನ ಒದಗಿಸಲಾಗುವುದು ಎಂದರು. ಪ್ರಾಂಶುಪಾಲರು ಅಧ್ಯಕ್ಷತೆ ವಹಿಸಿದ್ದರು. ವಿದ್ಯಾರ್ಥಿಗಳಿಗೆ ಬಹುಮಾನ ವಿತರಿಸಲಾಯಿತು. ಉಪನ್ಯಾಸಕರು, ಸಿಬ್ಬಂದಿ ಹಾಗೂ ವಿದ್ಯಾರ್ಥಿಗಳು ಉಪಸ್ಥಿತರಿದ್ದರು. xyxy=(712,328,918,437)
section-title: ಪ್ರಾದೇಶಿಕ xyxy=(306,8,407,46)
headline: ಆತ್ಮಸಾಕ್ಷಿಯಿಂದ ಬದುಕುವ ಶಿಕ್ಷಣ ಬೇಕಿದೆ: ಭೋಜ್ಯ ನಾಯಕ್ xyxy=(17,1179,347,1199)
story-text: ಆಚಾರ್ಯ ತುಳಸಿ ರಾಷ್ಟ್ರೀಯ ವಾಣಿಜ್ಯ ಕಾಲೇಜು ವತಿಯಿಂದ ನಗರದ ಸಭಾಂಗಣದಲ್ಲಿ ಗ್ರಾಜುಯೇಷನ್ ಡೇ ಕಾರ್ಯಕ್ರಮ ಹಮ್ಮಿಕೊಳ್ಳಲಾಗಿತ್ತು. ಮುಖ್ಯ ಅತಿಥಿಗಳಾಗಿ ವಿಶ್ರಾಂತ ಕುಲಪತಿ ಡಾ. ಬಿ.ಎಸ್. ಪ್ರಾಧ್ಯಾಪಕರು ಆಗಮಿಸಿದ್ದರು. ವಿದ್ಯಾರ್ಥಿಗಳು ಜೀವನದಲ್ಲಿ ಶಿಸ್ತು, ಪರಿಶ್ರಮ ಹಾಗೂ ಮೌಲ್ಯಗಳನ್ನು ಅಳವಡಿಸಿಕೊಂಡು ಉನ್ನತ ಸಾಧನೆ ಮಾಡಬೇಕು ಎಂದು ಅವರು ಕರೆ ನೀಡಿದರು. ಪದವಿ ಪಡೆದ ವಿದ್ಯಾರ್ಥಿಗಳಿಗೆ ಪ್ರಮಾಣ ಪತ್ರ ವಿತರಿಸಲಾಯಿತು. ಕಾಲೇಜಿನ ಪ್ರಾಂಶುಪಾಲರು, ಆಡಳಿತ ಮಂಡಳಿಯ ಪದಾಧಿಕಾರಿಗಳು, ಉಪನ್ಯಾಸಕರು ಹಾಗೂ ಪೋಷಕರು ಉಪಸ್ಥಿತರಿದ್ದರು. ಅತ್ಯುತ್ತಮ ಸಾಧನೆ ಮಾಡಿದ ವಿದ್ಯಾರ್ಥಿಗಳನ್ನು ಸನ್ಮಾನಿಸಲಾಯಿತು. ವಿದ್ಯಾರ್ಥಿಗಳು ಬದಲಾಗುತ್ತಿರುವ ಜಗತ್ತಿನಲ್ಲಿ ಕೌಶಲ್ಯಗಳನ್ನು ಬೆಳೆಸಿಕೊಳ್ಳಬೇಕು. ಜ್ಞಾನದೊಂದಿಗೆ ಸಂಸ್ಕಾರವನ್ನೂ ಪಡೆದುಕೊಳ್ಳಬೇಕು ಎಂದು ಸಲಹೆ ನೀಡಿದರು. ಕಾರ್ಯಕ್ರಮದಲ್ಲಿ ವಿವಿಧ ವಿಭಾಗಗಳ ಮುಖ್ಯಸ್ಥರು ಭಾಗವಹಿಸಿದ್ದರು. xyxy=(204,104,636,180)
brief-title: ಭದ್ರಾ ಜಲಾಶಯದಿಂದ ನೀರು ಬಿಡುಗಡೆ ಮುಂದುವರಿಕೆ xyxy=(37,908,165,940)
story-body-right xyxy=(151,1206,413,1314)
sidebar-divider xyxy=(191,68,192,1158)
reg-marks-3 xyxy=(588,1472,624,1484)
portrait-shoulders xyxy=(506,386,578,416)
brief-place: ಚಿಕ್ಕಮಗಳೂರು: xyxy=(17,322,60,332)
